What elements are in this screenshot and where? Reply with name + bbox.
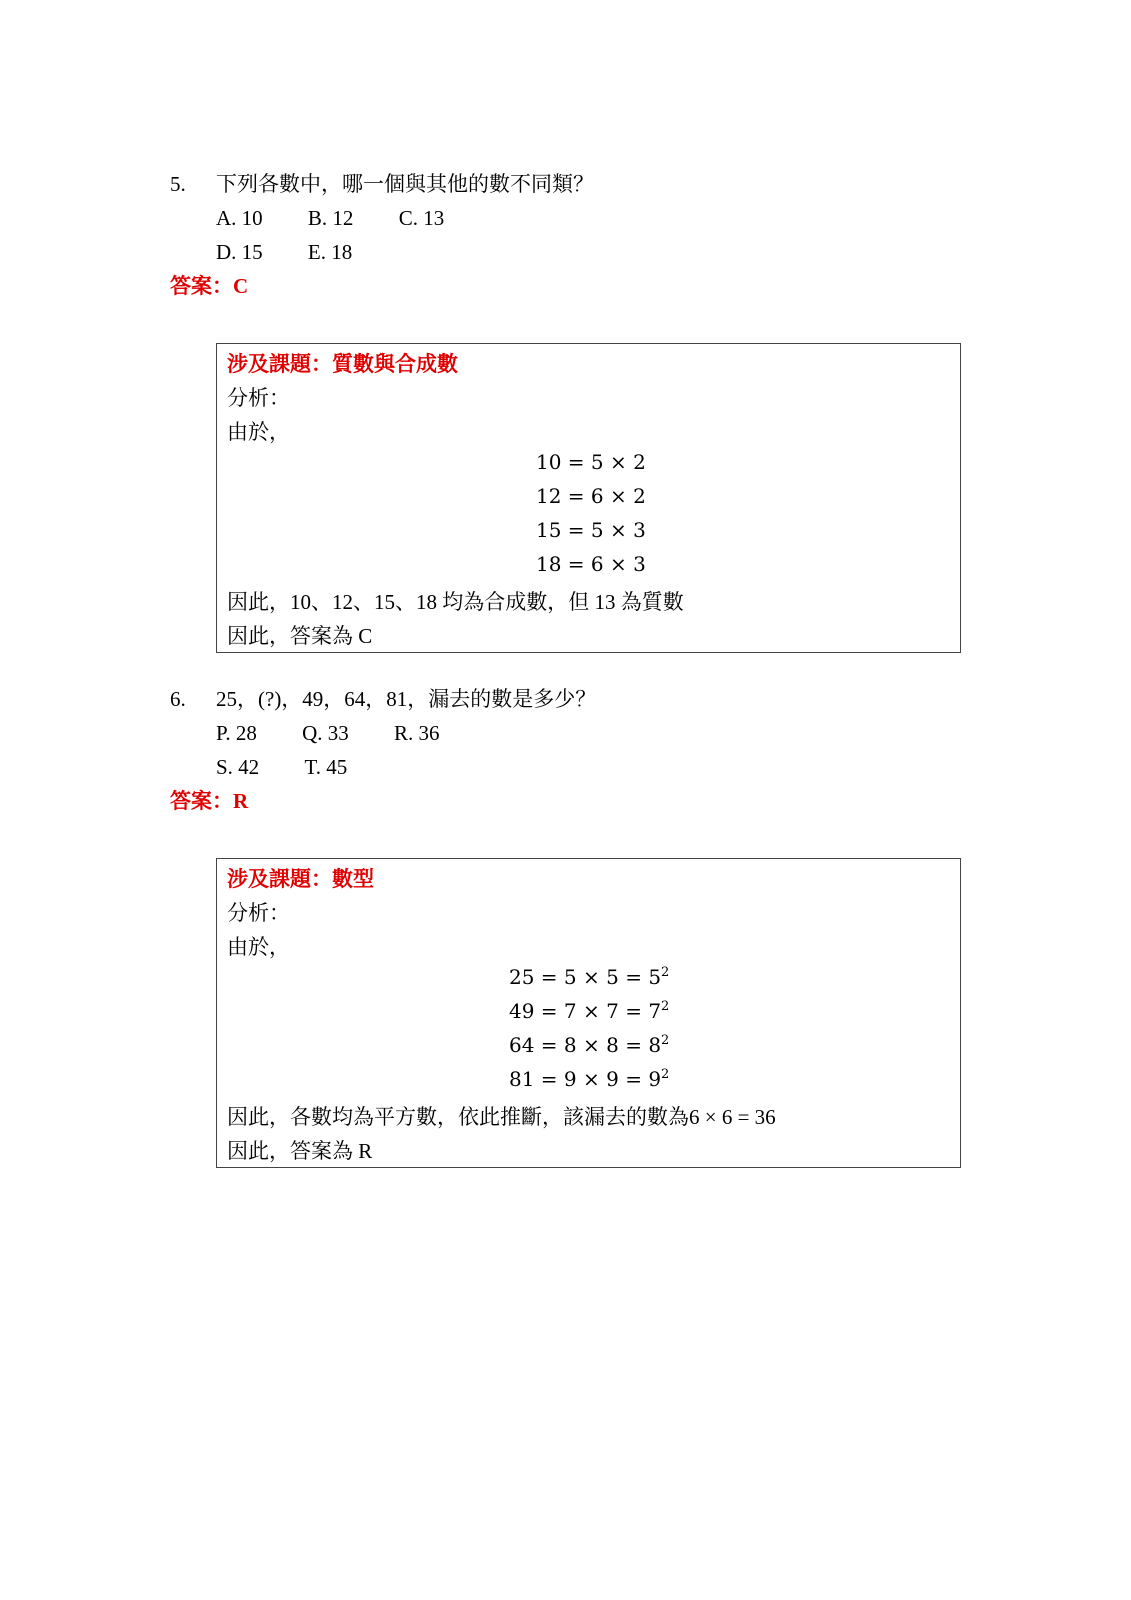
question-number: 5. (170, 172, 186, 196)
question-text: 下列各數中，哪一個與其他的數不同類？ (216, 172, 594, 196)
options-row-1 (216, 716, 480, 750)
option-t: T. 45 (304, 755, 348, 779)
exponent: 2 (661, 999, 670, 1014)
option-e: E. 18 (307, 240, 353, 264)
exponent: 2 (661, 1033, 670, 1048)
equation-lhs: 49 = 7 × 7 = 7 (509, 999, 662, 1023)
equation-lhs: 81 = 9 × 9 = 9 (509, 1067, 662, 1091)
since-label: 由於， (227, 420, 290, 444)
analysis-label: 分析： (227, 386, 290, 410)
exponent: 2 (661, 1067, 670, 1082)
option-r: R. 36 (394, 721, 440, 745)
question-6 (170, 682, 970, 792)
equation: 18 = 6 × 3 (536, 552, 646, 576)
therefore-text: 因此，10、12、15、18 均為合成數，但 13 為質數 (227, 590, 684, 614)
option-p: P. 28 (216, 721, 257, 745)
option-s: S. 42 (216, 755, 260, 779)
option-q: Q. 33 (302, 721, 349, 745)
explanation-box (216, 343, 961, 653)
options-row-2 (216, 235, 392, 269)
therefore-text: 因此，各數均為平方數，依此推斷，該漏去的數為6 × 6 = 36 (227, 1105, 776, 1129)
topic-heading: 涉及課題：數型 (227, 867, 374, 891)
question-number: 6. (170, 687, 186, 711)
equation-lhs: 64 = 8 × 8 = 8 (509, 1033, 662, 1057)
exponent: 2 (661, 965, 670, 980)
topic-heading: 涉及課題：質數與合成數 (227, 352, 458, 376)
equation: 10 = 5 × 2 (536, 450, 646, 474)
option-b: B. 12 (307, 206, 354, 230)
answer-label: 答案：C (170, 274, 249, 298)
question-5 (170, 167, 970, 277)
equation: 15 = 5 × 3 (536, 518, 646, 542)
equation-lhs: 25 = 5 × 5 = 5 (509, 965, 662, 989)
option-d: D. 15 (216, 240, 263, 264)
option-a: A. 10 (216, 206, 263, 230)
options-row-2 (216, 750, 387, 784)
options-row-1 (216, 201, 484, 235)
conclusion-text: 因此，答案為 C (227, 624, 373, 648)
since-label: 由於， (227, 935, 290, 959)
equation: 12 = 6 × 2 (536, 484, 646, 508)
answer-label: 答案：R (170, 789, 249, 813)
option-c: C. 13 (398, 206, 445, 230)
question-text: 25，(?)，49，64，81，漏去的數是多少？ (216, 687, 597, 711)
equation (509, 1033, 669, 1057)
explanation-box (216, 858, 961, 1168)
equation (509, 965, 669, 989)
analysis-label: 分析： (227, 901, 290, 925)
equation (509, 1067, 669, 1091)
equation (509, 999, 669, 1023)
conclusion-text: 因此，答案為 R (227, 1139, 373, 1163)
